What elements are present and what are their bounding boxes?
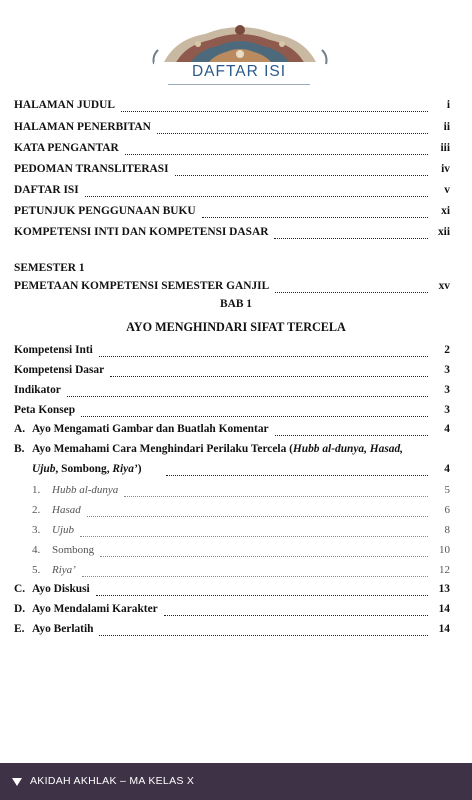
leader-dots bbox=[85, 186, 428, 197]
footer-book-title: AKIDAH AKHLAK – MA KELAS X bbox=[30, 775, 195, 787]
leader-dots bbox=[121, 101, 428, 112]
toc-entry-page: 14 bbox=[438, 603, 450, 615]
leader-dots bbox=[81, 406, 428, 417]
section-b-riya: Riya’ bbox=[112, 463, 138, 475]
toc-entry-page: xii bbox=[437, 226, 450, 238]
toc-entry-page: 6 bbox=[444, 504, 450, 516]
leader-dots bbox=[99, 346, 428, 357]
section-letter: B. bbox=[14, 443, 25, 455]
toc-entry-petunjuk-penggunaan-buku[interactable] bbox=[14, 200, 450, 218]
toc-entry-page: xi bbox=[441, 205, 450, 217]
toc-entry-label: DAFTAR ISI bbox=[14, 184, 79, 196]
toc-entry-label: KATA PENGANTAR bbox=[14, 142, 119, 154]
leader-dots bbox=[67, 386, 428, 397]
toc-entry-section-b-cont[interactable] bbox=[14, 458, 450, 476]
leader-dots bbox=[80, 526, 428, 537]
chapter-title: AYO MENGHINDARI SIFAT TERCELA bbox=[126, 320, 346, 334]
leader-dots bbox=[175, 165, 428, 176]
leader-dots bbox=[157, 123, 428, 134]
section-b-line1: Ayo Memahami Cara Menghindari Perilaku Tercela ( bbox=[32, 443, 293, 455]
leader-dots bbox=[96, 585, 428, 596]
toc-entry-section-d[interactable] bbox=[14, 598, 450, 616]
toc-entry-page: i bbox=[446, 99, 450, 111]
subentry-number: 3. bbox=[32, 524, 41, 536]
section-letter: C. bbox=[14, 583, 26, 595]
toc-entry-page: 13 bbox=[438, 583, 450, 595]
toc-entry-page: 12 bbox=[439, 564, 450, 576]
toc-entry-label bbox=[32, 462, 142, 476]
toc-entry-label: KOMPETENSI INTI DAN KOMPETENSI DASAR bbox=[14, 226, 269, 238]
toc-entry-page: iv bbox=[441, 163, 450, 175]
toc-entry-label: Hubb al-dunya bbox=[52, 484, 119, 496]
toc-entry-kompetensi-dasar[interactable] bbox=[14, 359, 450, 377]
toc-entry-page: ii bbox=[443, 121, 450, 133]
toc-entry-halaman-judul[interactable] bbox=[14, 94, 450, 112]
subentry-number: 1. bbox=[32, 484, 41, 496]
toc-entry-label: Peta Konsep bbox=[14, 404, 76, 416]
toc-entry-label bbox=[32, 442, 403, 456]
toc-subentry-hubb-al-dunya[interactable] bbox=[14, 479, 450, 497]
toc-entry-kompetensi-inti-dasar[interactable] bbox=[14, 221, 450, 239]
section-b-sombong: , Sombong, bbox=[55, 463, 113, 475]
toc-entry-label: Kompetensi Dasar bbox=[14, 364, 105, 376]
toc-entry-halaman-penerbitan[interactable] bbox=[14, 116, 450, 134]
toc-subentry-ujub[interactable] bbox=[14, 519, 450, 537]
toc-entry-label: Riya’ bbox=[52, 564, 76, 576]
section-letter: E. bbox=[14, 623, 25, 635]
toc-entry-section-e[interactable] bbox=[14, 618, 450, 636]
toc-entry-pedoman-transliterasi[interactable] bbox=[14, 158, 450, 176]
section-b-line1-italic: Hubb al-dunya, Hasad, bbox=[292, 443, 404, 455]
leader-dots bbox=[124, 486, 428, 497]
subentry-number: 2. bbox=[32, 504, 41, 516]
leader-dots bbox=[125, 144, 428, 155]
toc-entry-label: HALAMAN JUDUL bbox=[14, 99, 115, 111]
toc-entry-section-a[interactable] bbox=[14, 418, 450, 436]
leader-dots bbox=[275, 282, 428, 293]
leader-dots bbox=[166, 465, 428, 476]
toc-entry-page: 8 bbox=[444, 524, 450, 536]
page-title: DAFTAR ISI bbox=[154, 62, 324, 82]
toc-subentry-sombong[interactable] bbox=[14, 539, 450, 557]
toc-entry-section-b[interactable] bbox=[14, 438, 450, 456]
leader-dots bbox=[164, 605, 428, 616]
toc-entry-kompetensi-inti[interactable] bbox=[14, 339, 450, 357]
toc-entry-label: HALAMAN PENERBITAN bbox=[14, 121, 151, 133]
toc-entry-label: Ayo Berlatih bbox=[32, 623, 94, 635]
toc-subentry-riya[interactable] bbox=[14, 559, 450, 577]
toc-entry-page: 4 bbox=[444, 423, 450, 435]
toc-entry-page: 2 bbox=[444, 344, 450, 356]
toc-subentry-hasad[interactable] bbox=[14, 499, 450, 517]
toc-entry-label: Hasad bbox=[52, 504, 81, 516]
toc-entry-label: Ayo Mengamati Gambar dan Buatlah Komentar bbox=[32, 423, 269, 435]
toc-entry-page: xv bbox=[438, 280, 450, 292]
title-divider bbox=[168, 84, 310, 85]
toc-entry-page: 3 bbox=[444, 364, 450, 376]
section-letter: A. bbox=[14, 423, 26, 435]
section-letter: D. bbox=[14, 603, 26, 615]
toc-entry-peta-konsep[interactable] bbox=[14, 399, 450, 417]
semester-heading: SEMESTER 1 bbox=[14, 262, 85, 274]
toc-entry-label: PEMETAAN KOMPETENSI SEMESTER GANJIL bbox=[14, 280, 270, 292]
toc-entry-indikator[interactable] bbox=[14, 379, 450, 397]
toc-entry-page: 4 bbox=[444, 463, 450, 475]
leader-dots bbox=[99, 625, 428, 636]
section-b-ujub: Ujub bbox=[32, 463, 56, 475]
triangle-down-icon bbox=[12, 777, 22, 787]
leader-dots bbox=[110, 366, 428, 377]
leader-dots bbox=[202, 207, 428, 218]
page-footer bbox=[0, 763, 472, 800]
leader-dots bbox=[275, 425, 428, 436]
chapter-number: BAB 1 bbox=[220, 298, 252, 310]
toc-entry-daftar-isi[interactable] bbox=[14, 179, 450, 197]
toc-entry-label: PEDOMAN TRANSLITERASI bbox=[14, 163, 169, 175]
leader-dots bbox=[274, 228, 428, 239]
page-header bbox=[0, 0, 472, 100]
toc-entry-pemetaan-kompetensi[interactable] bbox=[14, 275, 450, 293]
toc-entry-page: 10 bbox=[439, 544, 450, 556]
toc-entry-page: 14 bbox=[438, 623, 450, 635]
toc-entry-page: 3 bbox=[444, 404, 450, 416]
toc-entry-section-c[interactable] bbox=[14, 578, 450, 596]
toc-entry-kata-pengantar[interactable] bbox=[14, 137, 450, 155]
leader-dots bbox=[82, 566, 428, 577]
leader-dots bbox=[100, 546, 428, 557]
toc-entry-label: Ujub bbox=[52, 524, 74, 536]
toc-entry-label: PETUNJUK PENGGUNAAN BUKU bbox=[14, 205, 196, 217]
subentry-number: 4. bbox=[32, 544, 41, 556]
leader-dots bbox=[87, 506, 428, 517]
toc-entry-page: v bbox=[444, 184, 450, 196]
toc-entry-label: Indikator bbox=[14, 384, 61, 396]
toc-entry-label: Sombong bbox=[52, 544, 95, 556]
toc-entry-label: Ayo Mendalami Karakter bbox=[32, 603, 158, 615]
toc-entry-page: iii bbox=[440, 142, 450, 154]
section-b-close: ) bbox=[137, 463, 142, 475]
toc-entry-page: 3 bbox=[444, 384, 450, 396]
subentry-number: 5. bbox=[32, 564, 41, 576]
toc-entry-label: Kompetensi Inti bbox=[14, 344, 93, 356]
toc-entry-label: Ayo Diskusi bbox=[32, 583, 90, 595]
toc-entry-page: 5 bbox=[444, 484, 450, 496]
